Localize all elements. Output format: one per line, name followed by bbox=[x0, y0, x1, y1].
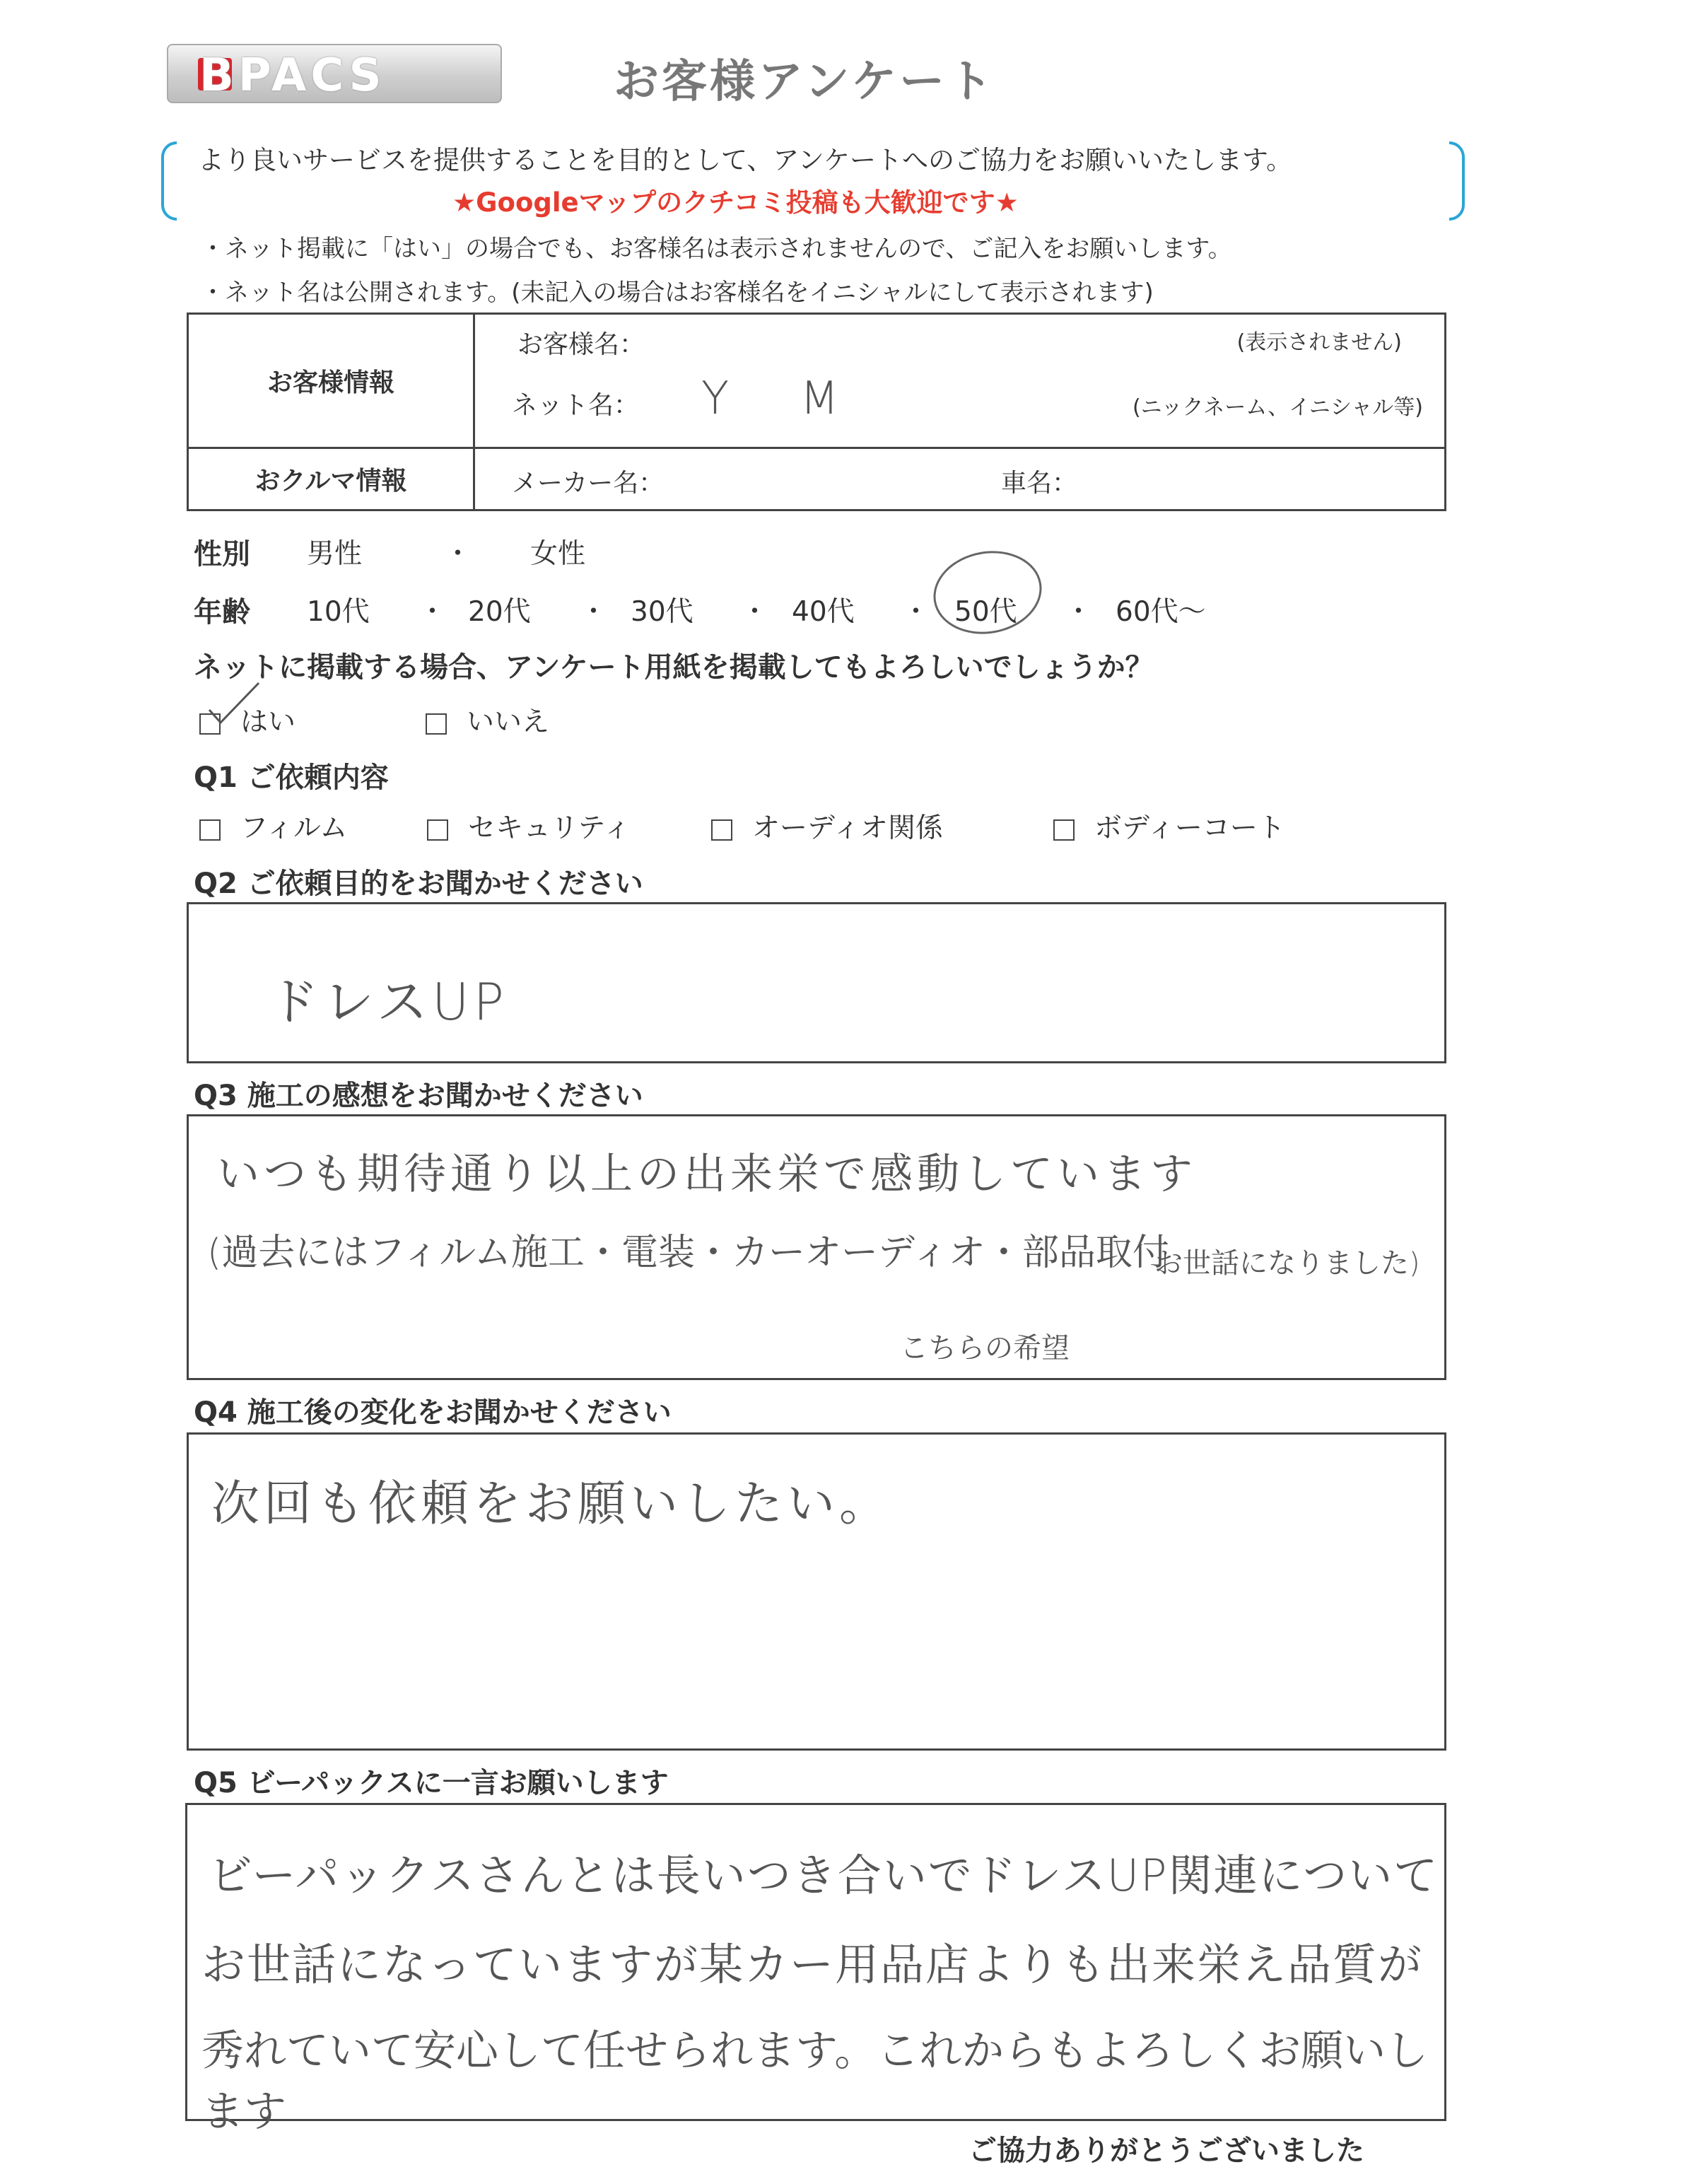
customer-name-label: お客様名： bbox=[517, 330, 645, 359]
q1-option-audio[interactable] bbox=[711, 806, 943, 846]
net-name-value: Y M bbox=[701, 373, 867, 425]
footer-thanks: ご協力ありがとうございました bbox=[968, 2135, 1364, 2167]
gender-separator: ・ bbox=[444, 538, 472, 570]
net-name-label: ネット名： bbox=[512, 391, 640, 420]
age-10s[interactable]: 10代 bbox=[307, 596, 370, 628]
q1-option-film-label: フィルム bbox=[240, 812, 348, 844]
gender-female[interactable]: 女性 bbox=[530, 538, 586, 570]
checkbox-security[interactable] bbox=[427, 819, 448, 841]
q1-option-film[interactable] bbox=[199, 806, 347, 846]
car-info-cell bbox=[474, 448, 1446, 510]
q3-label: Q3 施工の感想をお聞かせください bbox=[194, 1080, 643, 1112]
q1-option-security[interactable] bbox=[427, 806, 631, 846]
q1-option-security-label: セキュリティ bbox=[468, 812, 631, 844]
age-sep-4: ・ bbox=[902, 596, 930, 628]
q1-option-bodycoat[interactable] bbox=[1053, 806, 1285, 846]
age-40s[interactable]: 40代 bbox=[792, 596, 855, 628]
checkbox-bodycoat[interactable] bbox=[1053, 819, 1075, 841]
car-name-label: 車名： bbox=[1001, 469, 1078, 498]
checkbox-film[interactable] bbox=[199, 819, 221, 841]
q3-answer-line-3: こちらの希望 bbox=[900, 1332, 1070, 1365]
age-sep-5: ・ bbox=[1065, 596, 1093, 628]
q4-answer: 次回も依頼をお願いしたい。 bbox=[211, 1476, 892, 1532]
q1-option-audio-label: オーディオ関係 bbox=[752, 812, 943, 844]
q3-answer-line-2b: お世話になりました) bbox=[1154, 1247, 1420, 1280]
intro-text: より良いサービスを提供することを目的として、アンケートへのご協力をお願いいたします。 bbox=[198, 145, 1293, 175]
page-title: お客様アンケート bbox=[614, 56, 996, 108]
customer-info-table bbox=[187, 313, 1446, 511]
age-60s-plus[interactable]: 60代～ bbox=[1116, 596, 1206, 628]
age-sep-3: ・ bbox=[741, 596, 769, 628]
bracket-right bbox=[1449, 141, 1465, 221]
q3-answer-box[interactable] bbox=[187, 1114, 1446, 1380]
age-20s[interactable]: 20代 bbox=[468, 596, 531, 628]
car-info-label: おクルマ情報 bbox=[188, 448, 474, 510]
q4-answer-box[interactable] bbox=[187, 1432, 1446, 1751]
customer-name-note: (表示されません) bbox=[1236, 330, 1402, 355]
q1-label: Q1 ご依頼内容 bbox=[194, 761, 389, 794]
gender-male[interactable]: 男性 bbox=[307, 538, 363, 570]
q5-answer-line-3: 秀れていて安心して任せられます。これからもよろしくお願いします bbox=[201, 2026, 1429, 2137]
q2-answer-box[interactable] bbox=[187, 902, 1446, 1063]
publish-no[interactable] bbox=[426, 700, 549, 740]
gender-label: 性別 bbox=[194, 538, 250, 571]
q5-answer-line-2: お世話になっていますが某カー用品店よりも出来栄え品質が bbox=[201, 1939, 1424, 1990]
age-label: 年齢 bbox=[194, 596, 250, 629]
q3-answer-line-2: (過去にはフィルム施工・電装・カーオーディオ・部品取付 bbox=[207, 1232, 1169, 1274]
age-50s[interactable]: 50代 bbox=[954, 596, 1017, 628]
bpacs-logo bbox=[167, 44, 502, 103]
checkbox-no[interactable] bbox=[426, 713, 447, 735]
publish-no-label: いいえ bbox=[467, 706, 550, 738]
checkmark-icon bbox=[205, 679, 262, 728]
age-30s[interactable]: 30代 bbox=[631, 596, 694, 628]
publish-yes-label: はい bbox=[240, 706, 296, 738]
note-line-2: ・ネット名は公開されます。(未記入の場合はお客様名をイニシャルにして表示されます) bbox=[201, 279, 1154, 307]
note-line-1: ・ネット掲載に「はい」の場合でも、お客様名は表示されませんので、ご記入をお願いします。 bbox=[201, 235, 1232, 263]
q5-answer-box[interactable] bbox=[185, 1803, 1446, 2137]
q1-option-bodycoat-label: ボディーコート bbox=[1094, 812, 1285, 844]
checkbox-audio[interactable] bbox=[711, 819, 732, 841]
q2-label: Q2 ご依頼目的をお聞かせください bbox=[194, 868, 643, 900]
q3-answer-line-1: いつも期待通り以上の出来栄で感動しています bbox=[217, 1150, 1197, 1199]
customer-info-cell bbox=[474, 314, 1446, 448]
q4-label: Q4 施工後の変化をお聞かせください bbox=[194, 1396, 672, 1429]
q5-label: Q5 ビーパックスに一言お願いします bbox=[194, 1767, 669, 1799]
maker-label: メーカー名： bbox=[512, 469, 665, 498]
q5-answer-line-1: ビーパックスさんとは長いつき合いでドレスUP関連について bbox=[209, 1850, 1439, 1901]
bracket-left bbox=[161, 141, 177, 221]
q2-answer: ドレスUP bbox=[268, 972, 508, 1032]
logo-text: BPACS bbox=[199, 49, 386, 102]
publish-question: ネットに掲載する場合、アンケート用紙を掲載してもよろしいでしょうか？ bbox=[194, 651, 1154, 684]
net-name-note: (ニックネーム、イニシャル等) bbox=[1132, 395, 1423, 420]
customer-info-label: お客様情報 bbox=[188, 314, 474, 448]
age-sep-2: ・ bbox=[580, 596, 608, 628]
age-sep-1: ・ bbox=[419, 596, 447, 628]
age-selected-circle bbox=[927, 543, 1048, 643]
google-review-banner: ★Googleマップのクチコミ投稿も大歓迎です★ bbox=[452, 187, 1019, 218]
